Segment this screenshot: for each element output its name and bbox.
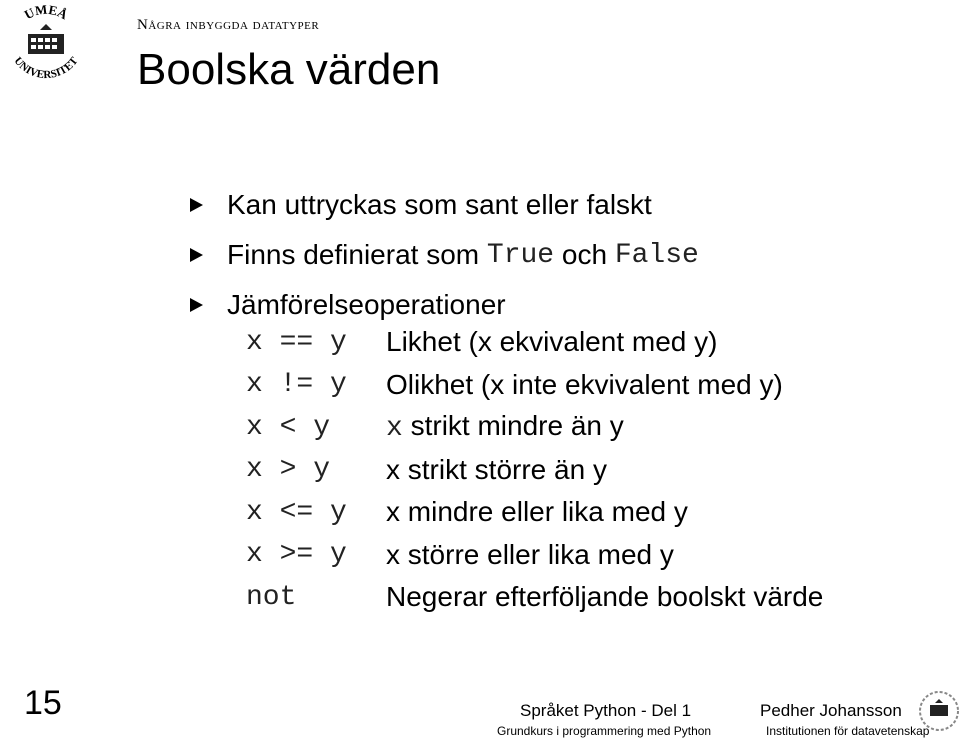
operator-row: [246, 576, 823, 619]
logo-text-bottom: UNIVERSITET: [11, 55, 81, 82]
section-heading: Några inbyggda datatyper: [137, 17, 320, 33]
bullet-item: [190, 230, 699, 280]
code-literal: False: [614, 239, 699, 271]
page-number: 15: [24, 684, 62, 722]
operator-code: x < y: [246, 411, 331, 443]
operator-description: [386, 581, 823, 613]
operator-code: x > y: [246, 454, 331, 486]
operator-description: [386, 454, 607, 486]
description-text: Negerar efterföljande boolskt värde: [386, 581, 824, 613]
operator-row: [246, 534, 823, 577]
operator-code: x >= y: [246, 539, 347, 571]
description-code: x: [386, 413, 403, 445]
operator-row: [246, 406, 823, 449]
operator-row: [246, 449, 823, 492]
description-text: Likhet (x ekvivalent med y): [386, 326, 718, 358]
operator-code: not: [246, 581, 297, 613]
operator-description: [386, 496, 688, 528]
description-text: x strikt större än y: [386, 453, 607, 485]
operator-description: [386, 410, 624, 444]
operator-code: x <= y: [246, 496, 347, 528]
description-text: x mindre eller lika med y: [386, 496, 688, 528]
footer-institution: Institutionen för datavetenskap: [766, 724, 930, 738]
bullet-list: [190, 180, 699, 330]
footer-course: Grundkurs i programmering med Python: [497, 724, 712, 738]
footer-logo-icon: [918, 690, 960, 732]
bullet-triangle-icon: [190, 198, 203, 212]
footer-author: Pedher Johansson: [760, 701, 902, 720]
operator-row: [246, 491, 823, 534]
operator-description: [386, 369, 783, 401]
bullet-text: Kan uttryckas som sant eller falskt: [227, 189, 652, 220]
code-literal: True: [486, 239, 555, 271]
footer-talk-title: Språket Python - Del 1: [520, 701, 692, 720]
bullet-text: Finns definierat som: [227, 239, 487, 270]
bullet-triangle-icon: [190, 248, 203, 262]
slide-title: Boolska värden: [137, 45, 441, 94]
description-text: Olikhet (x inte ekvivalent med y): [386, 368, 783, 400]
description-text: x större eller lika med y: [386, 538, 674, 570]
logo-text-top: UMEÅ: [21, 1, 71, 23]
operator-row: [246, 364, 823, 407]
operator-table: [246, 321, 823, 619]
operator-row: [246, 321, 823, 364]
university-logo: [0, 0, 92, 92]
bullet-triangle-icon: [190, 298, 203, 312]
bullet-text: och: [554, 239, 615, 270]
operator-code: x != y: [246, 369, 347, 401]
operator-description: [386, 326, 717, 358]
bullet-item: [190, 180, 699, 230]
description-text: strikt mindre än y: [402, 410, 624, 442]
svg-text:UMEÅ: [22, 2, 71, 23]
bullet-text: Jämförelseoperationer: [227, 289, 506, 320]
operator-description: [386, 539, 674, 571]
svg-text:UNIVERSITET: [12, 55, 81, 82]
operator-code: x == y: [246, 326, 347, 358]
